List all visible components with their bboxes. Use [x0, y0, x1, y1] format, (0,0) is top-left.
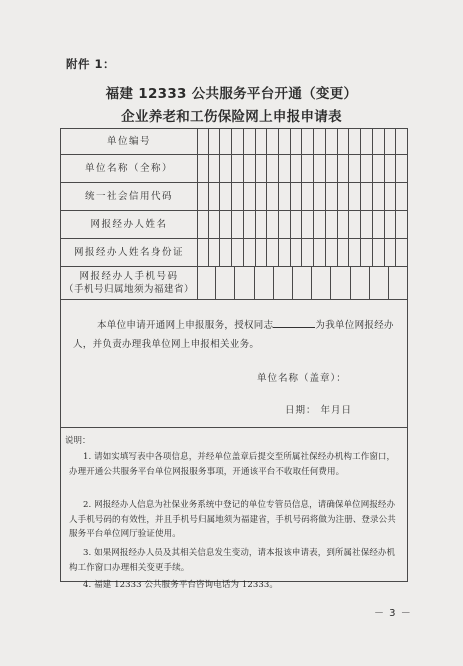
agent-id-label: 网报经办人姓名身份证: [61, 239, 198, 266]
instruction-item-1: 1. 请如实填写表中各项信息，并经单位盖章后提交至所属社保经办机构工作窗口，办理开通公共服务平台单位网报服务事项，开通该平台不收取任何费用。: [69, 452, 396, 477]
row-unit-name: [61, 155, 407, 183]
unit-name-label: 单位名称（全称）: [61, 155, 198, 182]
statement-text-part2: 为我单位网报经办人，并负责办理我单位网上申报相关业务。: [73, 320, 394, 350]
instruction-item-2: 2. 网报经办人信息为社保业务系统中登记的单位专管员信息，请确保单位网报经办人手机号码的有效性，并且手机号归属地须为福建省，手机号码将做为注册、登录公共服务平台单位网厅验证使用。: [69, 500, 396, 539]
attachment-label: 附件 1：: [66, 57, 116, 71]
unit-seal-label: 单位名称（盖章）：: [257, 373, 347, 384]
instruction-item-3: 3. 如果网报经办人员及其相关信息发生变动，请本报该申请表，到所属社保经办机构工作窗口办理相关变更手续。: [69, 548, 396, 573]
agent-name-label: 网报经办人姓名: [61, 211, 198, 238]
date-label: 日期： 年月日: [285, 405, 353, 416]
authorization-statement: [61, 300, 407, 428]
agent-name-input-cells[interactable]: [197, 211, 407, 238]
agent-phone-label: [61, 267, 198, 299]
agent-phone-label-main: 网报经办人手机号码: [79, 271, 179, 282]
instructions-heading: 说明：: [65, 436, 91, 446]
credit-code-label: 统一社会信用代码: [61, 183, 198, 210]
row-unit-code: [61, 129, 407, 155]
statement-text-part1: 本单位申请开通网上申报服务，授权同志: [97, 320, 274, 331]
row-agent-id: [61, 239, 407, 267]
form-title-line1: 福建 12333 公共服务平台开通（变更）: [105, 86, 358, 102]
unit-code-label: 单位编号: [61, 129, 198, 154]
agent-phone-label-note: （手机号归属地须为福建省）: [63, 284, 194, 295]
unit-name-input-cells[interactable]: [197, 155, 407, 182]
row-agent-name: [61, 211, 407, 239]
agent-phone-input-cells[interactable]: [197, 267, 407, 299]
page-number: － 3 －: [374, 608, 412, 619]
credit-code-input-cells[interactable]: [197, 183, 407, 210]
row-credit-code: [61, 183, 407, 211]
authorized-person-blank[interactable]: [273, 318, 315, 328]
row-agent-phone: [61, 267, 407, 300]
agent-id-input-cells[interactable]: [197, 239, 407, 266]
instruction-item-4: 4. 福建 12333 公共服务平台咨询电话为 12333。: [83, 580, 278, 590]
unit-code-input-cells[interactable]: [197, 129, 407, 154]
application-form-table: [60, 128, 408, 590]
form-title-line2: 企业养老和工伤保险网上申报申请表: [121, 109, 342, 125]
statement-text: [73, 316, 397, 354]
